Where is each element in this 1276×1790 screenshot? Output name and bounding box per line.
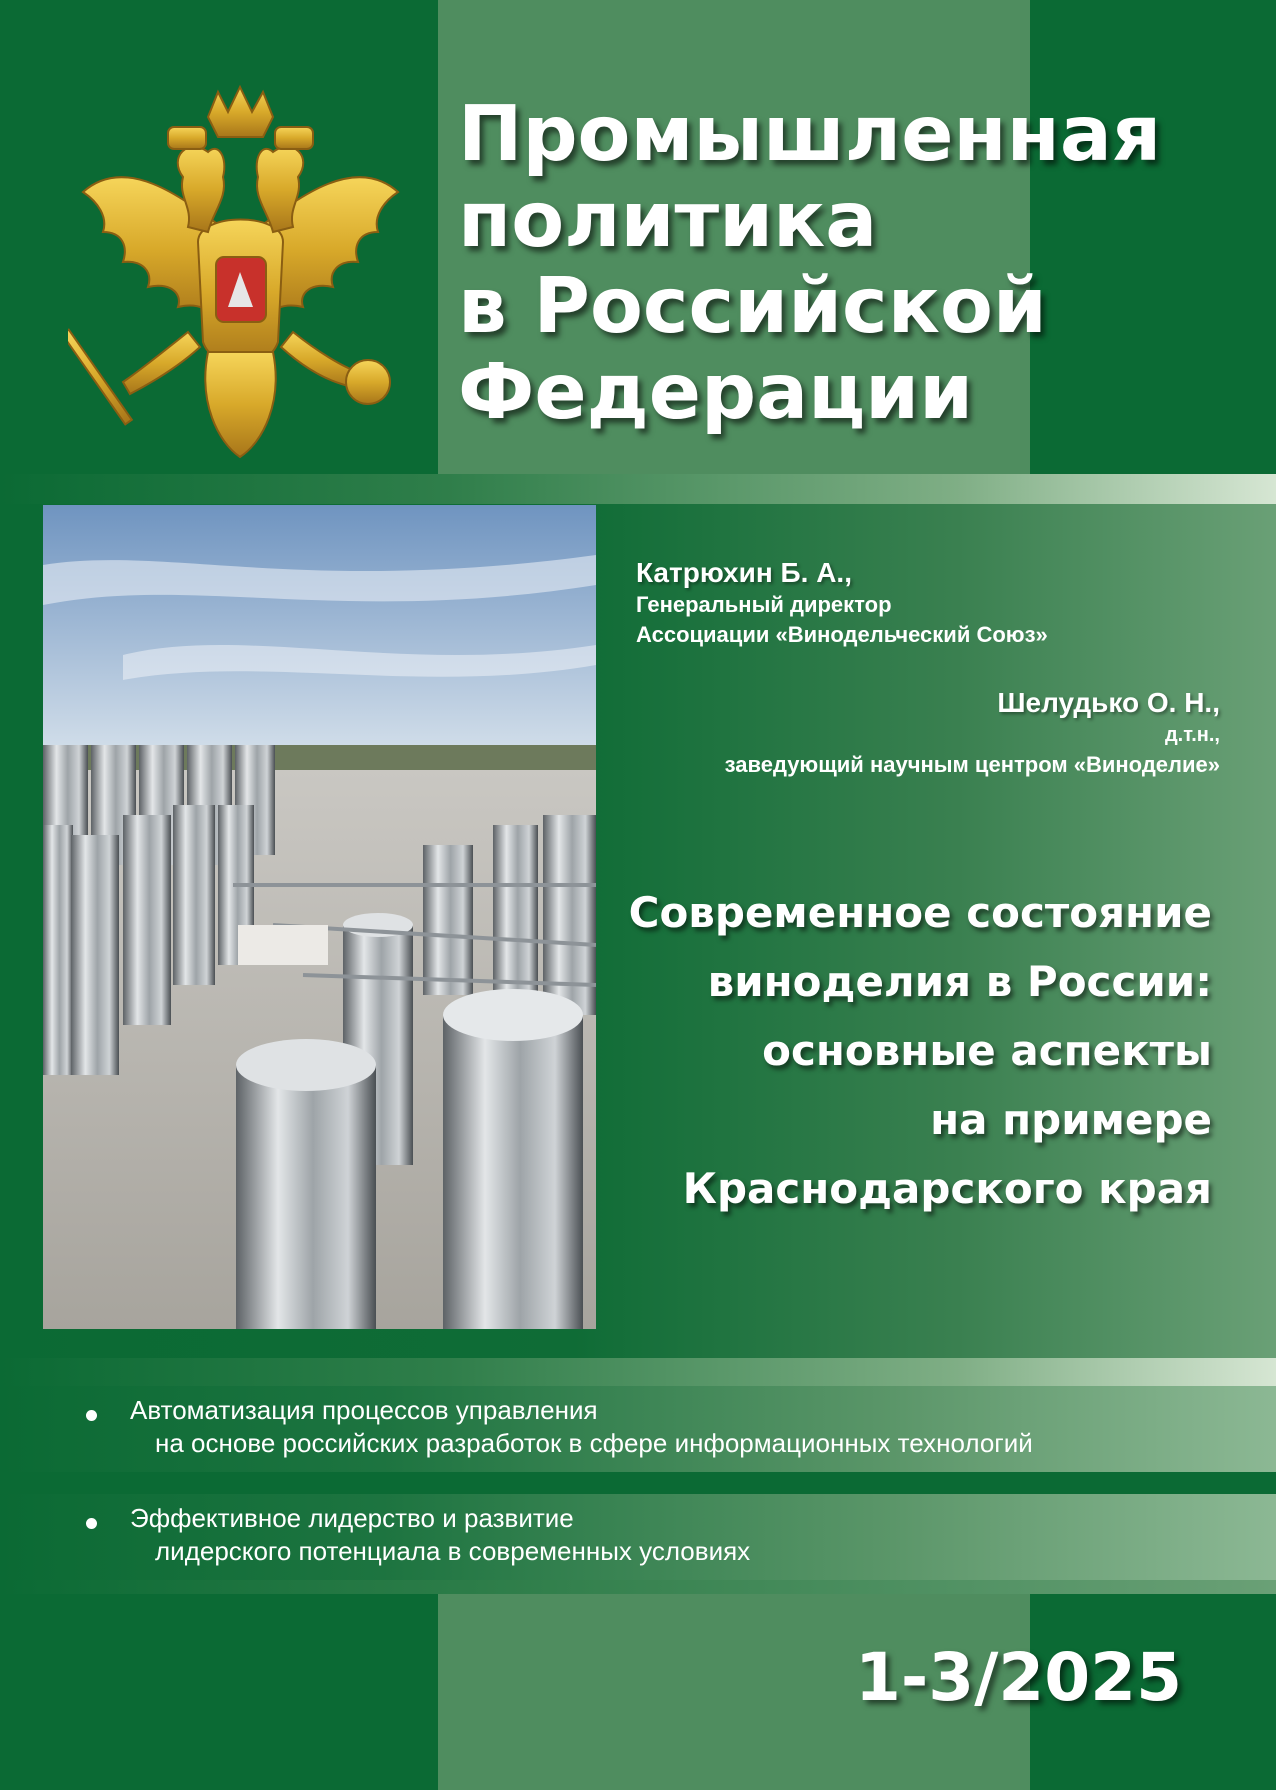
author-block-1 xyxy=(636,556,1220,650)
feature-row xyxy=(0,1386,1276,1472)
author-role: заведующий научным центром «Виноделие» xyxy=(724,752,1220,777)
feature-text xyxy=(130,1394,1033,1460)
journal-title-line: политика xyxy=(458,176,878,265)
divider-strip-top xyxy=(0,474,1276,504)
feature-line: Автоматизация процессов управления xyxy=(130,1395,598,1425)
feature-line: на основе российских разработок в сфере информационных технологий xyxy=(155,1428,1033,1458)
author-name: Шелудько О. Н., xyxy=(997,687,1220,718)
article-title-line: на примере xyxy=(930,1095,1212,1144)
russian-coat-of-arms-icon xyxy=(68,82,413,462)
journal-title-line: Промышленная xyxy=(458,90,1162,179)
bullet-icon xyxy=(86,1410,97,1421)
journal-title-line: Федерации xyxy=(458,348,974,437)
journal-title xyxy=(458,92,1161,436)
divider-strip-middle xyxy=(0,1358,1276,1388)
bullet-icon xyxy=(86,1518,97,1529)
author-role: Ассоциации «Винодельческий Союз» xyxy=(636,622,1048,647)
author-name: Катрюхин Б. А., xyxy=(636,557,852,588)
journal-title-line: в Российской xyxy=(458,262,1047,351)
article-title-line: Современное состояние xyxy=(628,888,1212,937)
feature-line: лидерского потенциала в современных условиях xyxy=(155,1536,751,1566)
row-separator xyxy=(0,1472,1276,1494)
article-title xyxy=(600,878,1212,1223)
article-title-line: основные аспекты xyxy=(762,1026,1212,1075)
feature-line: Эффективное лидерство и развитие xyxy=(130,1503,574,1533)
author-role: Генеральный директор xyxy=(636,592,892,617)
feature-row xyxy=(0,1494,1276,1580)
article-title-line: Краснодарского края xyxy=(682,1164,1212,1213)
winery-steel-tanks-photo xyxy=(43,505,596,1329)
row-separator xyxy=(0,1580,1276,1594)
feature-text xyxy=(130,1502,750,1568)
article-title-line: виноделия в России: xyxy=(707,957,1212,1006)
author-role: д.т.н., xyxy=(1164,724,1220,746)
author-block-2 xyxy=(600,686,1220,780)
issue-number: 1-3/2025 xyxy=(854,1639,1182,1716)
